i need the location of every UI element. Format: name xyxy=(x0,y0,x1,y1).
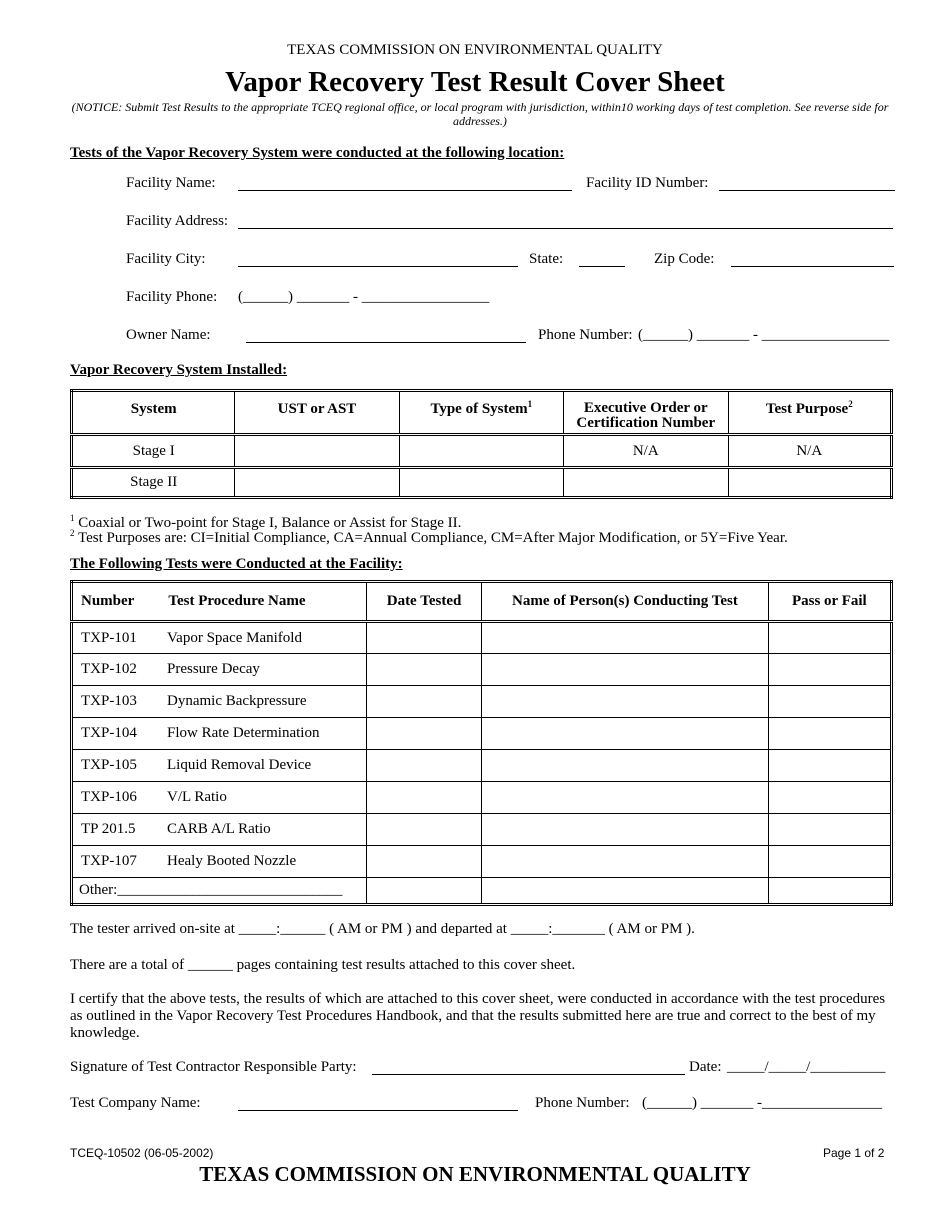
page-number: Page 1 of 2 xyxy=(823,1146,885,1160)
owner-phone-field[interactable]: (______) _______ - _________________ xyxy=(638,327,890,343)
facility-address-field[interactable] xyxy=(238,228,893,229)
col-date-tested: Date Tested xyxy=(366,582,481,622)
test-procedure-cell xyxy=(72,846,367,878)
agency-header: TEXAS COMMISSION ON ENVIRONMENTAL QUALITY xyxy=(287,42,663,58)
date-cell[interactable] xyxy=(366,750,481,782)
system-name: Stage I xyxy=(72,435,235,468)
state-field[interactable] xyxy=(579,266,625,267)
person-cell[interactable] xyxy=(482,654,768,686)
owner-name-field[interactable] xyxy=(246,342,526,343)
date-cell[interactable] xyxy=(366,814,481,846)
facility-city-label: Facility City: xyxy=(126,251,206,267)
form-id: TCEQ-10502 (06-05-2002) xyxy=(70,1146,214,1160)
person-cell[interactable] xyxy=(482,718,768,750)
facility-id-label: Facility ID Number: xyxy=(586,175,709,191)
col-number-procedure: Number Test Procedure Name xyxy=(72,582,367,622)
purpose-cell: N/A xyxy=(728,435,891,468)
test-procedure-cell xyxy=(72,718,367,750)
date-label: Date: xyxy=(689,1059,722,1075)
table-row xyxy=(72,622,892,654)
table-row xyxy=(72,814,892,846)
eo-cell[interactable] xyxy=(564,468,729,498)
test-name: Flow Rate Determination xyxy=(167,725,320,741)
company-phone-field[interactable]: (______) _______ -________________ xyxy=(642,1095,882,1111)
test-number: TXP-107 xyxy=(81,853,137,869)
date-cell[interactable] xyxy=(366,686,481,718)
person-cell[interactable] xyxy=(482,686,768,718)
facility-phone-label: Facility Phone: xyxy=(126,289,218,305)
pass-cell[interactable] xyxy=(768,622,891,654)
facility-id-field[interactable] xyxy=(719,190,895,191)
test-number: TP 201.5 xyxy=(81,821,136,837)
person-cell[interactable] xyxy=(482,878,768,905)
table-row xyxy=(72,782,892,814)
date-field[interactable]: _____/_____/__________ xyxy=(727,1059,886,1075)
table-row xyxy=(72,718,892,750)
date-cell[interactable] xyxy=(366,718,481,750)
date-cell[interactable] xyxy=(366,622,481,654)
col-ust-ast: UST or AST xyxy=(235,391,399,435)
ust-ast-cell[interactable] xyxy=(235,468,399,498)
test-name: Dynamic Backpressure xyxy=(167,693,307,709)
footnote-1: $^1$ Coaxial or Two-point for Stage I, Balance or Assist for Stage II. xyxy=(70,513,462,531)
test-procedure-cell xyxy=(72,622,367,654)
test-number: TXP-104 xyxy=(81,725,137,741)
table-row xyxy=(72,750,892,782)
footnote-2: $^2$ Test Purposes are: CI=Initial Compliance, CA=Annual Compliance, CM=After Major Modification, or 5Y=Five Year. xyxy=(70,528,788,546)
test-procedure-cell xyxy=(72,686,367,718)
test-name: V/L Ratio xyxy=(167,789,227,805)
system-name: Stage II xyxy=(72,468,235,498)
date-cell[interactable] xyxy=(366,782,481,814)
person-cell[interactable] xyxy=(482,782,768,814)
table-row xyxy=(72,468,892,498)
col-pass-fail: Pass or Fail xyxy=(768,582,891,622)
person-cell[interactable] xyxy=(482,846,768,878)
owner-name-label: Owner Name: xyxy=(126,327,211,343)
col-executive-order: Executive Order or Certification Number xyxy=(564,391,729,435)
ust-ast-cell[interactable] xyxy=(235,435,399,468)
facility-name-label: Facility Name: xyxy=(126,175,216,191)
zip-label: Zip Code: xyxy=(654,251,715,267)
date-cell[interactable] xyxy=(366,878,481,905)
test-name: Vapor Space Manifold xyxy=(167,629,302,646)
test-number: TXP-103 xyxy=(81,693,137,709)
pages-statement[interactable]: There are a total of ______ pages containing test results attached to this cover sheet. xyxy=(70,957,576,973)
submission-notice: (NOTICE: Submit Test Results to the appropriate TCEQ regional office, or local program with jurisdiction, within10 working days of test completion. See reverse side for addresses.) xyxy=(71,100,889,128)
test-procedure-cell xyxy=(72,654,367,686)
type-cell[interactable] xyxy=(399,435,563,468)
table-row xyxy=(72,846,892,878)
pass-cell[interactable] xyxy=(768,750,891,782)
col-person: Name of Person(s) Conducting Test xyxy=(482,582,768,622)
other-label[interactable]: Other:______________________________ xyxy=(72,878,367,905)
person-cell[interactable] xyxy=(482,750,768,782)
pass-cell[interactable] xyxy=(768,814,891,846)
signature-label: Signature of Test Contractor Responsible Party: xyxy=(70,1059,357,1075)
pass-cell[interactable] xyxy=(768,878,891,905)
table-row xyxy=(72,686,892,718)
person-cell[interactable] xyxy=(482,622,768,654)
page-title: Vapor Recovery Test Result Cover Sheet xyxy=(225,66,725,98)
system-table xyxy=(70,389,893,499)
pass-cell[interactable] xyxy=(768,686,891,718)
test-number: TXP-101 xyxy=(81,629,137,646)
tests-heading: The Following Tests were Conducted at the Facility: xyxy=(70,556,403,572)
test-name: Liquid Removal Device xyxy=(167,757,312,773)
system-heading: Vapor Recovery System Installed: xyxy=(70,362,288,378)
pass-cell[interactable] xyxy=(768,846,891,878)
purpose-cell[interactable] xyxy=(728,468,891,498)
footer-agency: TEXAS COMMISSION ON ENVIRONMENTAL QUALITY xyxy=(199,1162,751,1186)
type-cell[interactable] xyxy=(399,468,563,498)
date-cell[interactable] xyxy=(366,846,481,878)
pass-cell[interactable] xyxy=(768,782,891,814)
col-test-purpose: Test Purpose$^2$ xyxy=(728,391,891,435)
test-name: Healy Booted Nozzle xyxy=(167,853,297,869)
table-row xyxy=(72,435,892,468)
certification-statement: I certify that the above tests, the results of which are attached to this cover sheet, were conducted in accordance with the test procedures as outlined in the Vapor Recovery Test Procedures Handbook, and that the results submitted here are true and correct to the best of my knowledge. xyxy=(70,991,886,1041)
company-phone-label: Phone Number: xyxy=(535,1095,630,1111)
facility-city-field[interactable] xyxy=(238,266,518,267)
date-cell[interactable] xyxy=(366,654,481,686)
test-name: CARB A/L Ratio xyxy=(167,821,271,837)
location-heading: Tests of the Vapor Recovery System were conducted at the following location: xyxy=(70,145,565,161)
pass-cell[interactable] xyxy=(768,654,891,686)
owner-phone-label: Phone Number: xyxy=(538,327,633,343)
facility-phone-field[interactable]: (______) _______ - _________________ xyxy=(238,289,490,305)
arrival-statement[interactable]: The tester arrived on-site at _____:______ ( AM or PM ) and departed at _____:_______ ( AM or PM ). xyxy=(70,921,695,937)
eo-cell: N/A xyxy=(564,435,729,468)
other-row xyxy=(72,878,892,905)
tests-table xyxy=(70,580,893,906)
zip-field[interactable] xyxy=(731,266,894,267)
test-number: TXP-106 xyxy=(81,789,137,805)
test-number: TXP-105 xyxy=(81,757,137,773)
company-name-field[interactable] xyxy=(238,1110,518,1111)
test-procedure-cell xyxy=(72,782,367,814)
company-name-label: Test Company Name: xyxy=(70,1095,201,1111)
signature-field[interactable] xyxy=(372,1074,685,1075)
test-number: TXP-102 xyxy=(81,661,137,677)
table-row xyxy=(72,654,892,686)
state-label: State: xyxy=(529,251,564,267)
test-procedure-cell xyxy=(72,750,367,782)
facility-address-label: Facility Address: xyxy=(126,213,229,229)
test-name: Pressure Decay xyxy=(167,661,260,677)
col-type-of-system: Type of System$^1$ xyxy=(399,391,563,435)
test-procedure-cell xyxy=(72,814,367,846)
person-cell[interactable] xyxy=(482,814,768,846)
facility-name-field[interactable] xyxy=(238,190,572,191)
pass-cell[interactable] xyxy=(768,718,891,750)
col-system: System xyxy=(72,391,235,435)
